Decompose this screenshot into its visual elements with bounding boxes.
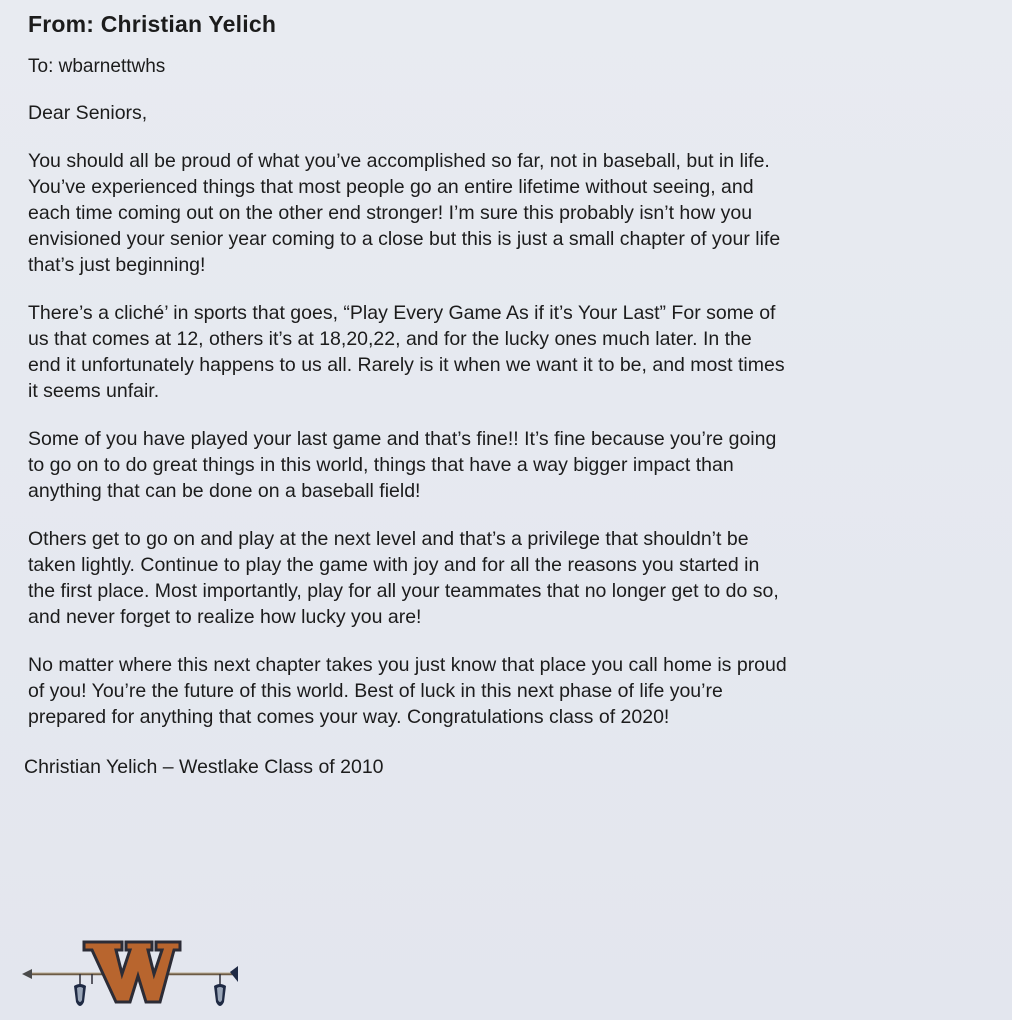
paragraph-line: prepared for anything that comes your way. Congratulations class of 2020!	[28, 706, 670, 728]
to-line: To: wbarnettwhs	[28, 56, 166, 77]
paragraph-2	[28, 300, 982, 404]
paragraph-line: You’ve experienced things that most people go an entire lifetime without seeing, and	[28, 176, 754, 198]
paragraph-line: envisioned your senior year coming to a close but this is just a small chapter of your life	[28, 228, 781, 250]
paragraph-line: There’s a cliché’ in sports that goes, “Play Every Game As if it’s Your Last” For some of	[28, 302, 776, 324]
paragraph-1	[28, 148, 982, 278]
paragraph-line: and never forget to realize how lucky you are!	[28, 606, 422, 628]
paragraph-line: Some of you have played your last game and that’s fine!! It’s fine because you’re going	[28, 428, 777, 450]
paragraph-line: You should all be proud of what you’ve accomplished so far, not in baseball, but in life.	[28, 150, 770, 172]
paragraph-line: us that comes at 12, others it’s at 18,20,22, and for the lucky ones much later. In the	[28, 328, 752, 350]
paragraph-line: to go on to do great things in this world, things that have a way bigger impact than	[28, 454, 734, 476]
paragraph-line: the first place. Most importantly, play for all your teammates that no longer get to do so,	[28, 580, 779, 602]
right-feathers	[214, 966, 238, 1006]
westlake-w-arrow-logo	[22, 936, 240, 1014]
paragraph-line: of you! You’re the future of this world. Best of luck in this next phase of life you’re	[28, 680, 723, 702]
from-line: From: Christian Yelich	[28, 11, 277, 37]
salutation: Dear Seniors,	[28, 102, 148, 124]
signature-line: Christian Yelich – Westlake Class of 2010	[24, 756, 384, 778]
paragraph-line: No matter where this next chapter takes you just know that place you call home is proud	[28, 654, 787, 676]
paragraph-line: Others get to go on and play at the next level and that’s a privilege that shouldn’t be	[28, 528, 749, 550]
paragraph-4	[28, 526, 982, 630]
paragraph-line: end it unfortunately happens to us all. Rarely is it when we want it to be, and most times	[28, 354, 785, 376]
arrow-tip	[22, 969, 32, 979]
paragraph-line: that’s just beginning!	[28, 254, 206, 276]
paragraph-5	[28, 652, 982, 730]
paragraph-3	[28, 426, 982, 504]
w-letter	[84, 942, 180, 1002]
paragraph-line: taken lightly. Continue to play the game with joy and for all the reasons you started in	[28, 554, 760, 576]
paragraph-line: it seems unfair.	[28, 380, 160, 402]
left-feathers	[74, 974, 92, 1006]
paragraph-line: anything that can be done on a baseball field!	[28, 480, 421, 502]
paragraph-line: each time coming out on the other end stronger! I’m sure this probably isn’t how you	[28, 202, 753, 224]
